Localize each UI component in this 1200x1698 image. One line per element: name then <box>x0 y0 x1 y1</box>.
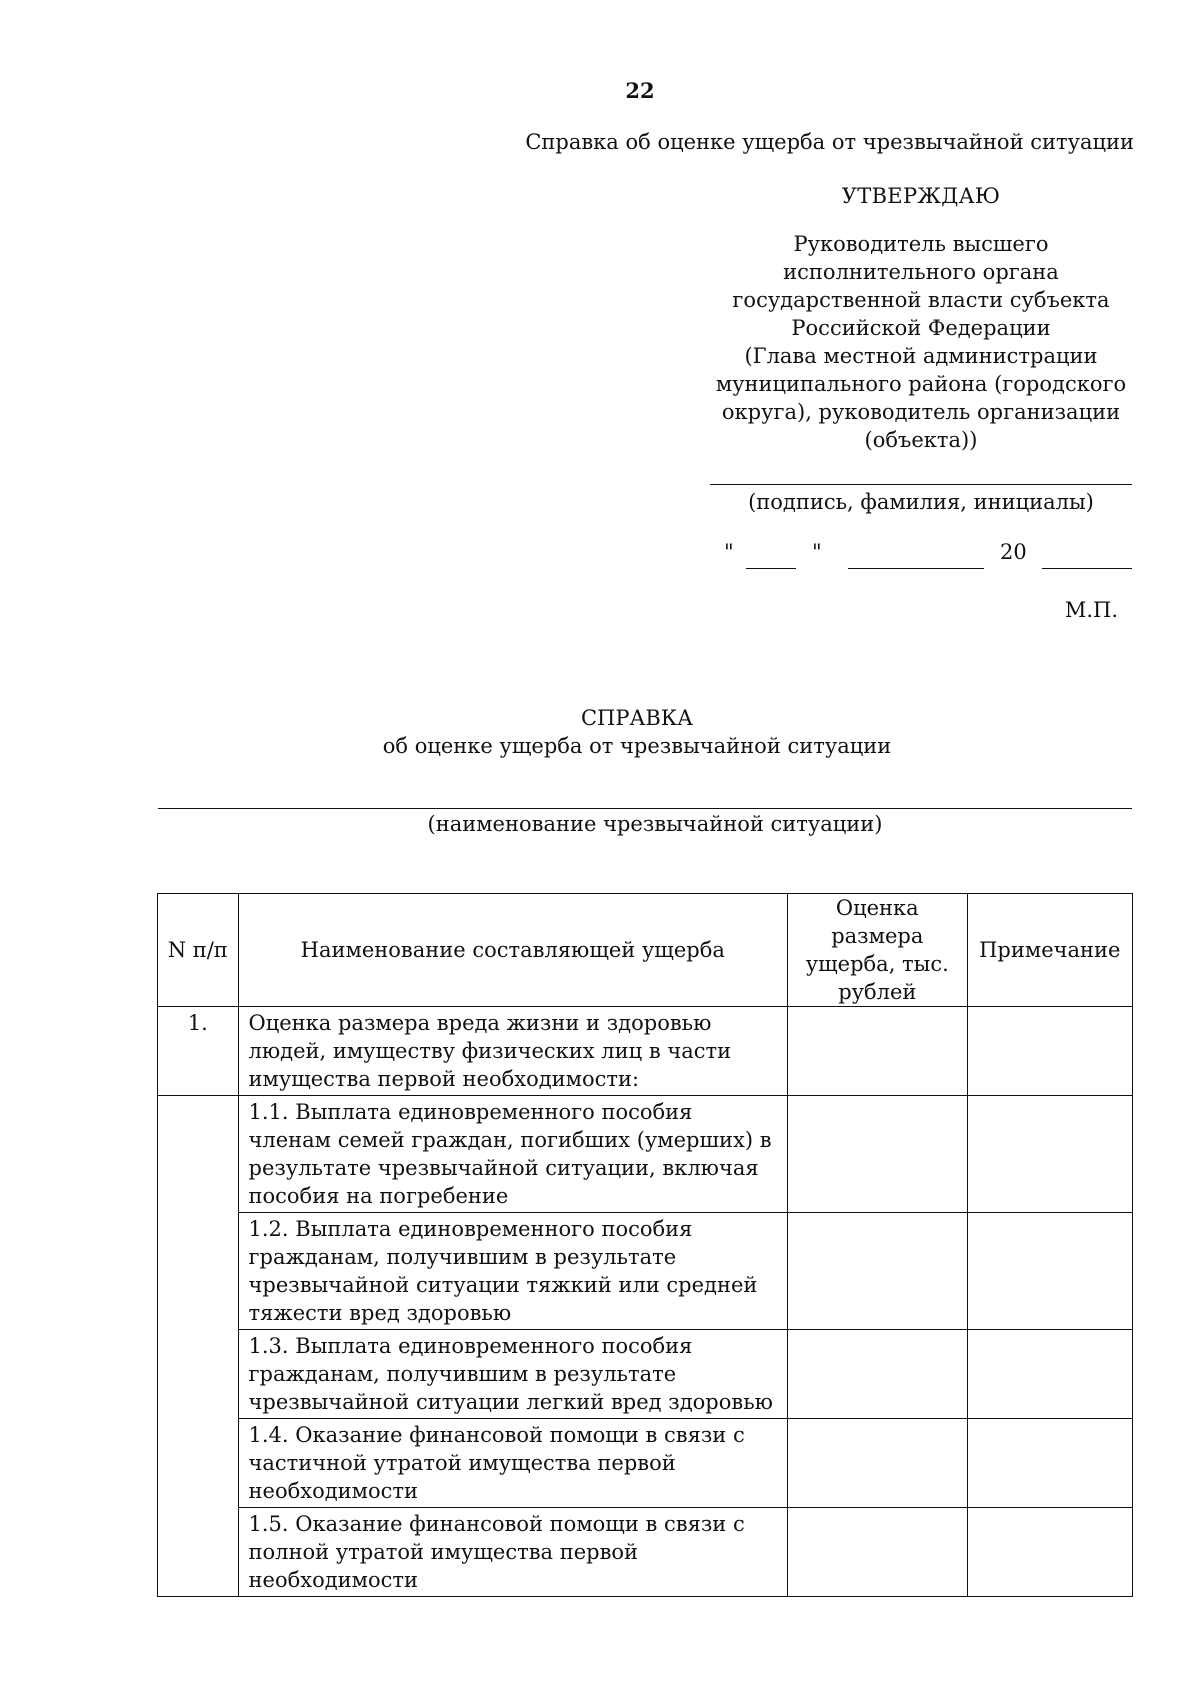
row-num <box>158 1096 239 1213</box>
row-text: 1.1. Выплата единовременного пособия членам семей граждан, погибших (умерших) в результате чрезвычайной ситуации, включая пособия на погребение <box>238 1096 788 1213</box>
header-estimate: Оценка размера ущерба, тыс. рублей <box>788 894 968 1007</box>
row-note <box>967 1419 1132 1508</box>
approver-line: (объекта)) <box>864 428 978 452</box>
table-row <box>158 1096 1133 1213</box>
row-text: Оценка размера вреда жизни и здоровью людей, имуществу физических лиц в части имущества первой необходимости: <box>238 1007 788 1096</box>
header-note: Примечание <box>967 894 1132 1007</box>
table-row <box>158 1330 1133 1419</box>
signature-line <box>710 484 1132 485</box>
document-title: СПРАВКА <box>580 706 693 730</box>
row-num <box>158 1419 239 1508</box>
year-blank <box>1042 540 1132 569</box>
row-num: 1. <box>158 1007 239 1096</box>
row-num <box>158 1213 239 1330</box>
approver-line: муниципального района (городского <box>715 372 1127 396</box>
document-subtitle: об оценке ущерба от чрезвычайной ситуации <box>382 734 892 758</box>
row-estimate <box>788 1508 968 1597</box>
row-note <box>967 1096 1132 1213</box>
date-close-quote: " <box>812 540 822 564</box>
approval-heading: УТВЕРЖДАЮ <box>841 184 1001 208</box>
row-note <box>967 1213 1132 1330</box>
approver-title <box>710 230 1132 454</box>
row-estimate <box>788 1007 968 1096</box>
row-note <box>967 1007 1132 1096</box>
table-row <box>158 1213 1133 1330</box>
approval-block <box>710 184 1132 454</box>
stamp-place: М.П. <box>1064 598 1118 622</box>
emergency-name-line <box>158 808 1132 809</box>
row-estimate <box>788 1213 968 1330</box>
row-note <box>967 1508 1132 1597</box>
table-header-row <box>158 894 1133 1007</box>
row-note <box>967 1330 1132 1419</box>
day-blank <box>746 540 796 569</box>
row-text: 1.3. Выплата единовременного пособия гражданам, получившим в результате чрезвычайной ситуации легкий вред здоровью <box>238 1330 788 1419</box>
table-row <box>158 1007 1133 1096</box>
row-text: 1.5. Оказание финансовой помощи в связи с полной утратой имущества первой необходимости <box>238 1508 788 1597</box>
document-title-block <box>140 704 1134 760</box>
row-estimate <box>788 1419 968 1508</box>
signature-caption: (подпись, фамилия, инициалы) <box>748 490 1094 514</box>
table-row <box>158 1419 1133 1508</box>
row-estimate <box>788 1330 968 1419</box>
row-text: 1.2. Выплата единовременного пособия гражданам, получившим в результате чрезвычайной ситуации тяжкий или средней тяжести вред здоровью <box>238 1213 788 1330</box>
emergency-name-caption: (наименование чрезвычайной ситуации) <box>427 812 883 836</box>
row-num <box>158 1508 239 1597</box>
table-row <box>158 1508 1133 1597</box>
year-prefix: 20 <box>1000 540 1027 564</box>
row-num <box>158 1330 239 1419</box>
approver-line: государственной власти субъекта <box>732 288 1110 312</box>
approver-line: округа), руководитель организации <box>721 400 1121 424</box>
approver-line: (Глава местной администрации <box>744 344 1098 368</box>
row-text: 1.4. Оказание финансовой помощи в связи с частичной утратой имущества первой необходимости <box>238 1419 788 1508</box>
header-name: Наименование составляющей ущерба <box>238 894 788 1007</box>
date-open-quote: " <box>724 540 734 564</box>
header-num: N п/п <box>158 894 239 1007</box>
approver-line: Российской Федерации <box>791 316 1051 340</box>
page-number: 22 <box>625 78 655 103</box>
approver-line: исполнительного органа <box>783 260 1059 284</box>
month-blank <box>848 540 984 569</box>
row-estimate <box>788 1096 968 1213</box>
date-row <box>724 540 1132 570</box>
damage-table <box>157 893 1133 1597</box>
approver-line: Руководитель высшего <box>793 232 1049 256</box>
appendix-title: Справка об оценке ущерба от чрезвычайной ситуации <box>525 130 1134 154</box>
